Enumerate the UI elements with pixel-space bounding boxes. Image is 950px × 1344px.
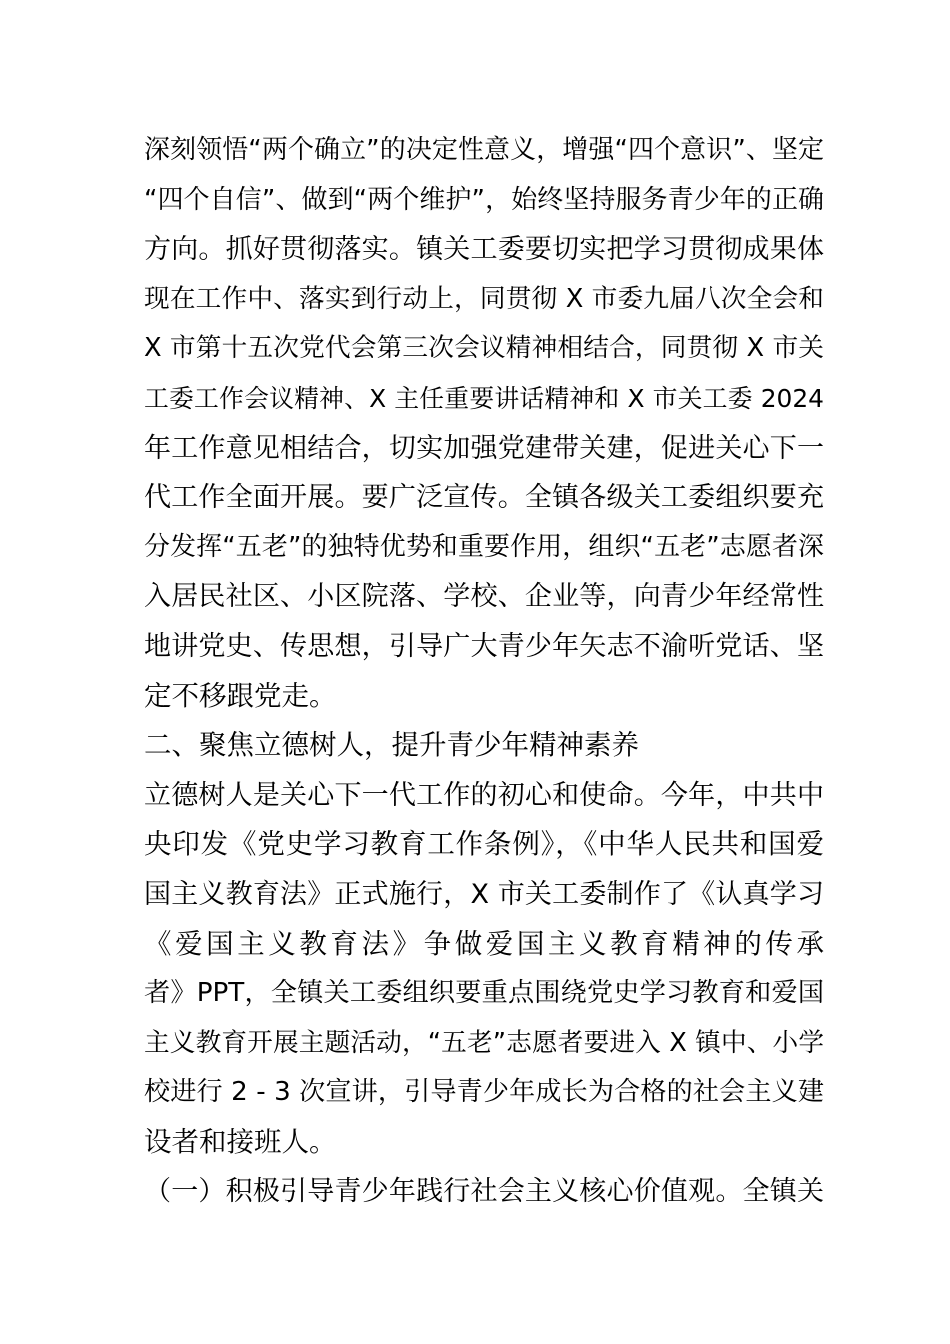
text-line-9: 分发挥“五老”的独特优势和重要作用，组织“五老”志愿者深 — [144, 531, 824, 562]
text-line-21: 设者和接班人。 — [144, 1125, 337, 1158]
text-line-4: 现在工作中、落实到行动上，同贯彻 X 市委九届八次全会和 — [144, 283, 824, 314]
text-line-18: 者》PPT，全镇关工委组织要重点围绕党史学习教育和爱国 — [144, 978, 824, 1009]
text-line-12: 定不移跟党走。 — [144, 679, 337, 712]
text-line-22: （一）积极引导青少年践行社会主义核心价值观。全镇关 — [144, 1176, 824, 1208]
text-line-1: 深刻领悟“两个确立”的决定性意义，增强“四个意识”、坚定 — [144, 135, 824, 165]
section-heading: 二、聚焦立德树人，提升青少年精神素养 — [144, 729, 639, 762]
text-line-2: “四个自信”、做到“两个维护”，始终坚持服务青少年的正确 — [144, 184, 824, 215]
text-line-7: 年工作意见相结合，切实加强党建带关建，促进关心下一 — [144, 432, 824, 464]
text-line-14: 立德树人是关心下一代工作的初心和使命。今年，中共中 — [144, 779, 824, 811]
text-line-6: 工委工作会议精神、X 主任重要讲话精神和 X 市关工委 2024 — [144, 383, 824, 413]
text-line-10: 入居民社区、小区院落、学校、企业等，向青少年经常性 — [144, 581, 824, 613]
text-line-5: X 市第十五次党代会第三次会议精神相结合，同贯彻 X 市关 — [144, 333, 824, 364]
text-line-19: 主义教育开展主题活动，“五老”志愿者要进入 X 镇中、小学 — [144, 1027, 824, 1058]
text-line-20: 校进行 2 - 3 次宣讲，引导青少年成长为合格的社会主义建 — [144, 1077, 824, 1108]
text-line-11: 地讲党史、传思想，引导广大青少年矢志不渝听党话、坚 — [144, 630, 824, 662]
text-line-15: 央印发《党史学习教育工作条例》，《中华人民共和国爱 — [144, 828, 824, 861]
text-line-8: 代工作全面开展。要广泛宣传。全镇各级关工委组织要充 — [144, 482, 824, 514]
text-line-17: 《爱国主义教育法》争做爱国主义教育精神的传承 — [144, 927, 824, 960]
body-text — [144, 126, 824, 1217]
text-line-16: 国主义教育法》正式施行，X 市关工委制作了《认真学习 — [144, 878, 824, 910]
text-line-3: 方向。抓好贯彻落实。镇关工委要切实把学习贯彻成果体 — [144, 234, 824, 266]
